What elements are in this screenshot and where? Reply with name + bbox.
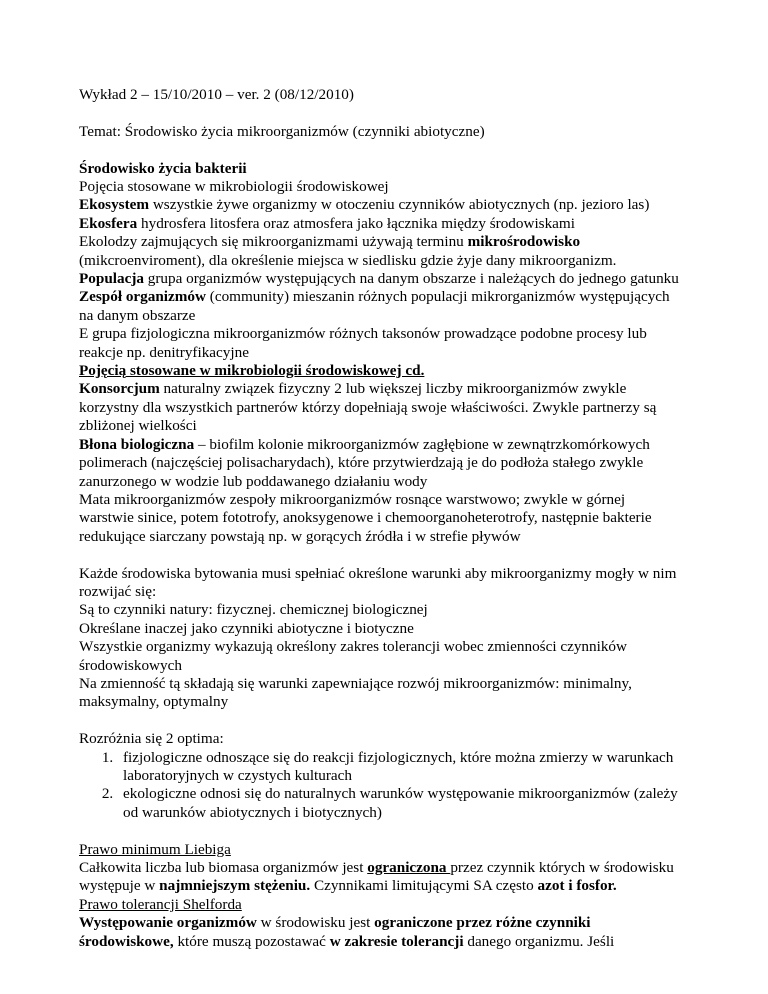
liebig-title: Prawo minimum Liebiga	[79, 840, 231, 858]
section-title-concepts-cont: Pojęcią stosowane w mikrobiologii środowiskowej cd.	[79, 362, 425, 380]
conditions-intro: Każde środowiska bytowania musi spełniać określone warunki aby mikroorganizmy mogły w nim rozwijać się:	[79, 564, 677, 600]
definition-mikrosrodowisko: Ekolodzy zajmujących się mikroorganizmami używają terminu mikrośrodowisko (mikcroenviroment), dla określenie miejsca w siedlisku gdzie żyje dany mikroorganizm.	[79, 233, 617, 269]
definition-populacja: Populacja grupa organizmów występujących na danym obszarze i należących do jednego gatunku	[79, 270, 679, 288]
shelford-title: Prawo tolerancji Shelforda	[79, 895, 242, 913]
definition-grupa: E grupa fizjologiczna mikroorganizmów różnych taksonów prowadzące podobne procesy lub reakcje np. denitryfikacyjne	[79, 325, 647, 361]
lecture-header: Wykład 2 – 15/10/2010 – ver. 2 (08/12/2010)	[79, 86, 354, 103]
topic-line: Temat: Środowisko życia mikroorganizmów (czynniki abiotyczne)	[79, 122, 485, 140]
definition-blona: Błona biologiczna – biofilm kolonie mikroorganizmów zagłębione w zewnątrzkomórkowych polimerach (najczęściej polisacharydach), które przytwierdzają je do podłoża stałego zwykle zanurzonego w wodzie lub poddawanego działaniu wody	[79, 435, 650, 490]
definition-zespol: Zespół organizmów (community) mieszanin różnych populacji mikrorganizmów występujących na danym obszarze	[79, 288, 670, 324]
definition-konsorcjum: Konsorcjum naturalny związek fizyczny 2 lub większej liczby mikroorganizmów zwykle korzystny dla wszystkich partnerów którzy dopełniają swoje właściwości. Zwykle partnerzy są zbliżonej wielkości	[79, 380, 657, 435]
liebig-text: Całkowita liczba lub biomasa organizmów jest ograniczona przez czynnik których w środowisku występuje w najmniejszym stężeniu. Czynnikami limitującymi SA często azot i fosfor.	[79, 858, 674, 895]
definitions-intro: Pojęcia stosowane w mikrobiologii środowiskowej	[79, 178, 389, 195]
definition-mata: Mata mikroorganizmów zespoły mikroorganizmów rosnące warstwowo; zwykle w górnej warstwie sinice, potem fototrofy, anoksygenowe i chemoorganoheterotrofy, następnie bakterie redukujące siarczany powstają np. w gorących źródła i w strefie pływów	[79, 490, 652, 545]
conditions-variability: Na zmienność tą składają się warunki zapewniające rozwój mikroorganizmów: minimalny, maksymalny, optymalny	[79, 674, 632, 711]
shelford-text: Występowanie organizmów w środowisku jest ograniczone przez różne czynniki środowiskowe, które muszą pozostawać w zakresie tolerancji danego organizmu. Jeśli	[79, 914, 615, 950]
conditions-abiotic: Określane inaczej jako czynniki abiotyczne i biotyczne	[79, 619, 414, 637]
list-item: 1. fizjologiczne odnoszące się do reakcji fizjologicznych, które można zmierzy w warunkach laboratoryjnych w czystych kulturach	[117, 749, 679, 786]
conditions-factors: Są to czynniki natury: fizycznej. chemicznej biologicznej	[79, 601, 428, 619]
list-item: 2. ekologiczne odnosi się do naturalnych warunków występowanie mikroorganizmów (zależy od warunków abiotycznych i biotycznych)	[117, 785, 679, 822]
definition-ekosystem: Ekosystem wszystkie żywe organizmy w otoczeniu czynników abiotycznych (np. jezioro las)	[79, 196, 650, 214]
conditions-tolerance: Wszystkie organizmy wykazują określony zakres tolerancji wobec zmienności czynników środowiskowych	[79, 638, 627, 674]
optima-intro: Rozróżnia się 2 optima:	[79, 730, 224, 748]
section-title-environment: Środowisko życia bakterii	[79, 159, 247, 177]
document-body	[79, 86, 679, 951]
optima-list	[79, 749, 679, 823]
definition-ekosfera: Ekosfera hydrosfera litosfera oraz atmosfera jako łącznika między środowiskami	[79, 214, 575, 232]
